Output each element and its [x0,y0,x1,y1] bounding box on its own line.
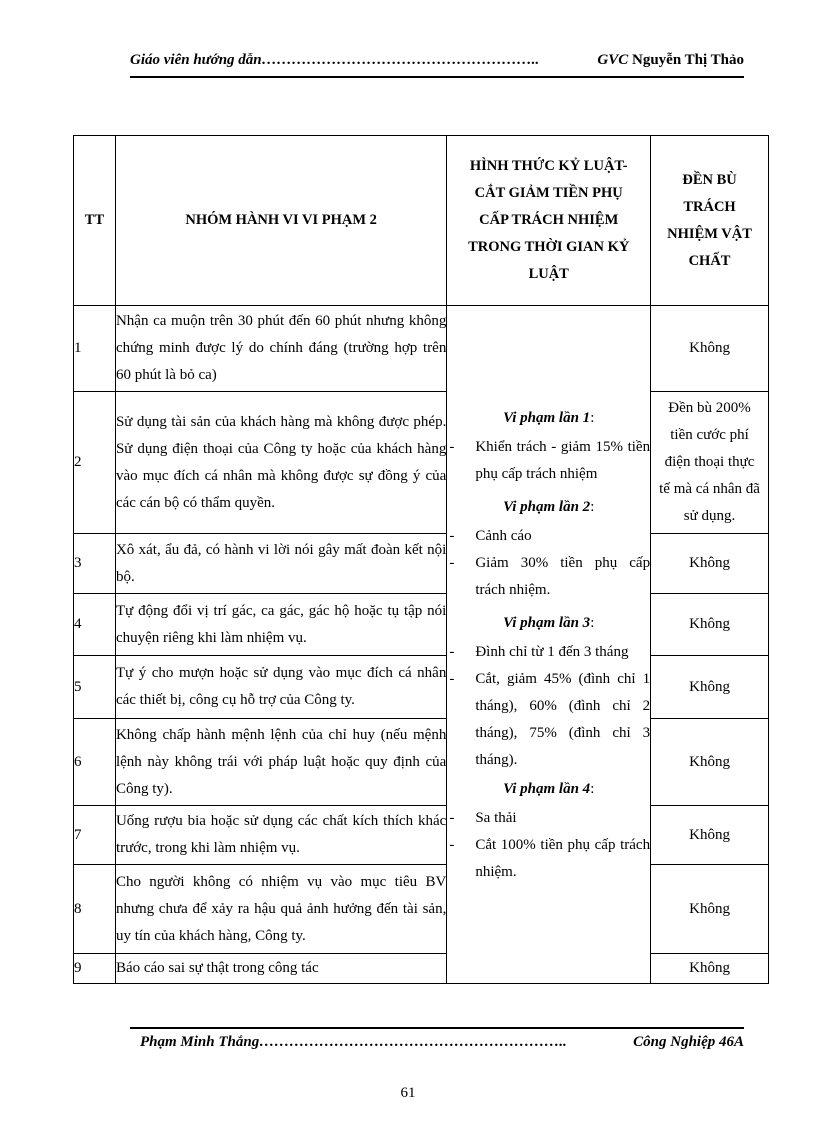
row-number: 3 [74,534,116,594]
page-footer [140,1034,744,1056]
row-compensation: Không [651,865,769,954]
row-compensation: Không [651,719,769,806]
row-number: 2 [74,392,116,534]
table-row [74,392,769,534]
row-compensation: Không [651,534,769,594]
row-compensation: Đền bù 200% tiền cước phí điện thoại thực tế mà cá nhân đã sử dụng. [651,392,769,534]
penalty-item: - Cắt 100% tiền phụ cấp trách nhiệm. [449,837,651,880]
footer-author: Phạm Minh Thắng…………………………………………………….. [140,1034,567,1050]
header-name: Nguyễn Thị Thảo [632,52,744,68]
row-number: 1 [74,306,116,392]
penalty-phase-2: Vi phạm lần 2: [503,499,595,515]
row-compensation: Không [651,806,769,865]
table-row [74,719,769,806]
penalty-phase-1: Vi phạm lần 1: [503,410,595,426]
table-row [74,306,769,392]
header-supervisor-label: Giáo viên hướng dẫn……………………………………………….. [130,52,540,68]
row-violation: Nhận ca muộn trên 30 phút đến 60 phút nhưng không chứng minh được lý do chính đáng (trường hợp trên 60 phút là bỏ ca) [115,306,446,392]
row-violation: Báo cáo sai sự thật trong công tác [115,954,446,984]
penalty-item: - Đình chỉ từ 1 đến 3 tháng [449,644,629,660]
table-row [74,865,769,954]
table-row [74,954,769,984]
row-compensation: Không [651,594,769,656]
row-compensation: Không [651,656,769,719]
row-number: 7 [74,806,116,865]
penalty-item: - Khiển trách - giảm 15% tiền phụ cấp trách nhiệm [449,439,651,482]
row-violation: Tự ý cho mượn hoặc sử dụng vào mục đích cá nhân các thiết bị, công cụ hỗ trợ của Công ty. [115,656,446,719]
table-row [74,594,769,656]
row-compensation: Không [651,306,769,392]
header-penalty: HÌNH THỨC KỶ LUẬT- CẮT GIẢM TIỀN PHỤ CẤP TRÁCH NHIỆM TRONG THỜI GIAN KỶ LUẬT [447,136,651,306]
table-row [74,534,769,594]
row-compensation: Không [651,954,769,984]
row-number: 5 [74,656,116,719]
penalty-phase-4: Vi phạm lần 4: [503,781,595,797]
table-header-row [74,136,769,306]
row-number: 4 [74,594,116,656]
row-number: 6 [74,719,116,806]
penalty-item: - Giảm 30% tiền phụ cấp trách nhiệm. [449,555,651,598]
header-rule [130,76,744,78]
discipline-table [73,135,769,984]
penalty-cell [447,306,651,984]
footer-rule [130,1027,744,1029]
row-violation: Uống rượu bia hoặc sử dụng các chất kích thích khác trước, trong khi làm nhiệm vụ. [115,806,446,865]
penalty-phase-3: Vi phạm lần 3: [503,615,595,631]
table-row [74,806,769,865]
row-number: 8 [74,865,116,954]
row-number: 9 [74,954,116,984]
row-violation: Tự động đổi vị trí gác, ca gác, gác hộ hoặc tụ tập nói chuyện riêng khi làm nhiệm vụ. [115,594,446,656]
page-header [130,52,744,74]
header-title: GVC [597,52,632,68]
page-number: 61 [400,1085,416,1101]
header-compensation: ĐỀN BÙ TRÁCH NHIỆM VẬT CHẤT [651,136,769,306]
footer-class: Công Nghiệp 46A [633,1034,744,1050]
header-supervisor-name [597,52,744,69]
penalty-item: - Cắt, giảm 45% (đình chỉ 1 tháng), 60% (đình chỉ 2 tháng), 75% (đình chỉ 3 tháng). [449,671,651,768]
row-violation: Sử dụng tài sản của khách hàng mà không được phép. Sử dụng điện thoại của Công ty hoặc của khách hàng vào mục đích cá nhân mà không được sự đồng ý của các cán bộ có thẩm quyền. [115,392,446,534]
header-violation: NHÓM HÀNH VI VI PHẠM 2 [115,136,446,306]
row-violation: Cho người không có nhiệm vụ vào mục tiêu BV nhưng chưa để xảy ra hậu quả ảnh hưởng đến tài sản, uy tín của khách hàng, Công ty. [115,865,446,954]
header-tt: TT [74,136,116,306]
row-violation: Xô xát, ẩu đả, có hành vi lời nói gây mất đoàn kết nội bộ. [115,534,446,594]
table-row [74,656,769,719]
penalty-item: - Sa thải [449,810,517,826]
penalty-item: - Cảnh cáo [449,528,532,544]
row-violation: Không chấp hành mệnh lệnh của chỉ huy (nếu mệnh lệnh này không trái với pháp luật hoặc quy định của Công ty). [115,719,446,806]
